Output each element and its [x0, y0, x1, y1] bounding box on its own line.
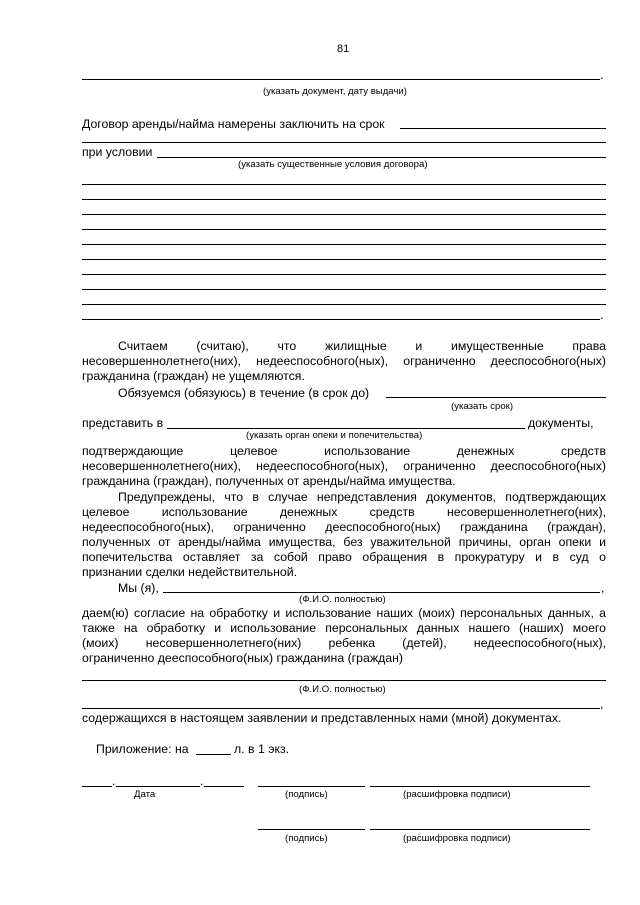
attachment-suffix: л. в 1 экз.	[234, 742, 290, 756]
paragraph-line: несовершеннолетнего(них), недееспособного(ных), ограниченно дееспособного(ных)	[82, 354, 606, 368]
line-end-period: .	[600, 308, 604, 322]
paragraph-line: также на обработку и использование персональных данных нашего (наших) моего	[82, 621, 606, 635]
paragraph-line: подтверждающие целевое использование денежных средств	[82, 444, 606, 458]
submit-end: документы,	[528, 416, 594, 430]
paragraph-line: полученных от аренды/найма имущества, без уважительной причины, орган опеки и	[82, 535, 606, 549]
fio-field-3[interactable]	[82, 708, 600, 709]
decoding-field-2[interactable]	[370, 829, 590, 830]
caption-fio: (Ф.И.О. полностью)	[299, 594, 386, 605]
line-end-period: .	[600, 68, 604, 82]
paragraph-line: Считаем (считаю), что жилищные и имущественные права	[118, 339, 606, 353]
caption-authority: (указать орган опеки и попечительства)	[246, 430, 423, 441]
date-day-field[interactable]	[82, 786, 112, 787]
date-month-field[interactable]	[116, 786, 200, 787]
paragraph-line: даем(ю) согласие на обработку и использование наших (моих) персональных данных, а	[82, 606, 606, 620]
paragraph-line: Предупреждены, что в случае непредставления документов, подтверждающих	[118, 490, 606, 504]
condition-line[interactable]	[82, 229, 606, 230]
date-dot: .	[112, 774, 116, 788]
condition-label: при условии	[82, 145, 153, 159]
lease-term-extra-line[interactable]	[82, 142, 606, 143]
document-blank-line	[82, 79, 600, 80]
we-end: ,	[601, 581, 605, 595]
submit-label: представить в	[82, 416, 164, 430]
condition-line[interactable]	[82, 199, 606, 200]
paragraph-line: (моих) несовершеннолетнего(них) ребенка (детей), недееспособного(ных),	[82, 636, 606, 650]
condition-line[interactable]	[82, 244, 606, 245]
page-number: 81	[337, 43, 350, 55]
caption-date: Дата	[134, 789, 156, 800]
condition-line-last[interactable]	[82, 319, 600, 320]
signature-field-2[interactable]	[258, 829, 365, 830]
condition-line[interactable]	[82, 259, 606, 260]
paragraph-line: признании сделки недействительной.	[82, 565, 298, 579]
paragraph-line: гражданина (граждан), полученных от аренды/найма имущества.	[82, 474, 456, 488]
caption-document: (указать документ, дату выдачи)	[263, 86, 407, 97]
paragraph-line: ограниченно дееспособного(ных) гражданина (граждан)	[82, 651, 403, 665]
lease-term-field[interactable]	[400, 128, 606, 129]
lease-term-label: Договор аренды/найма намерены заключить на срок	[82, 117, 385, 131]
caption-term: (указать срок)	[451, 401, 514, 412]
caption-signature-2: (подпись)	[285, 833, 328, 844]
contained-text: содержащихся в настоящем заявлении и представленных нами (мной) документах.	[82, 711, 562, 725]
condition-line[interactable]	[82, 304, 606, 305]
caption-decoding: (расшифровка подписи)	[403, 789, 511, 800]
caption-conditions: (указать существенные условия договора)	[238, 159, 428, 170]
term-field[interactable]	[386, 397, 606, 398]
paragraph-line: целевое использование денежных средств несовершеннолетнего(них),	[82, 505, 606, 519]
authority-field[interactable]	[167, 428, 525, 429]
decoding-field[interactable]	[370, 786, 590, 787]
fio-field-2[interactable]	[82, 680, 606, 681]
condition-field[interactable]	[157, 157, 606, 158]
attachment-prefix: Приложение: на	[96, 742, 189, 756]
signature-field[interactable]	[258, 786, 365, 787]
line-end-comma: ,	[600, 697, 604, 711]
paragraph-line: гражданина (граждан) не ущемляются.	[82, 369, 305, 383]
date-dot: .	[200, 774, 204, 788]
undertake-label: Обязуемся (обязуюсь) в течение (в срок до)	[118, 386, 370, 400]
condition-line[interactable]	[82, 289, 606, 290]
condition-line[interactable]	[82, 274, 606, 275]
paragraph-line: попечительства оставляет за собой право обращения в прокуратуру и в суд о	[82, 550, 606, 564]
caption-fio-2: (Ф.И.О. полностью)	[299, 684, 386, 695]
paragraph-line: недееспособного(ных), ограниченно дееспособного(ных) гражданина (граждан),	[82, 520, 606, 534]
we-label: Мы (я),	[118, 581, 159, 595]
caption-decoding-2: (расшифровка подписи)	[403, 833, 511, 844]
paragraph-line: несовершеннолетнего(них), недееспособного(ных), ограниченно дееспособного(ных)	[82, 459, 606, 473]
condition-line[interactable]	[82, 184, 606, 185]
date-year-field[interactable]	[204, 786, 244, 787]
caption-signature: (подпись)	[285, 789, 328, 800]
condition-line[interactable]	[82, 214, 606, 215]
fio-field[interactable]	[163, 592, 600, 593]
attachment-pages-field[interactable]	[196, 754, 231, 755]
